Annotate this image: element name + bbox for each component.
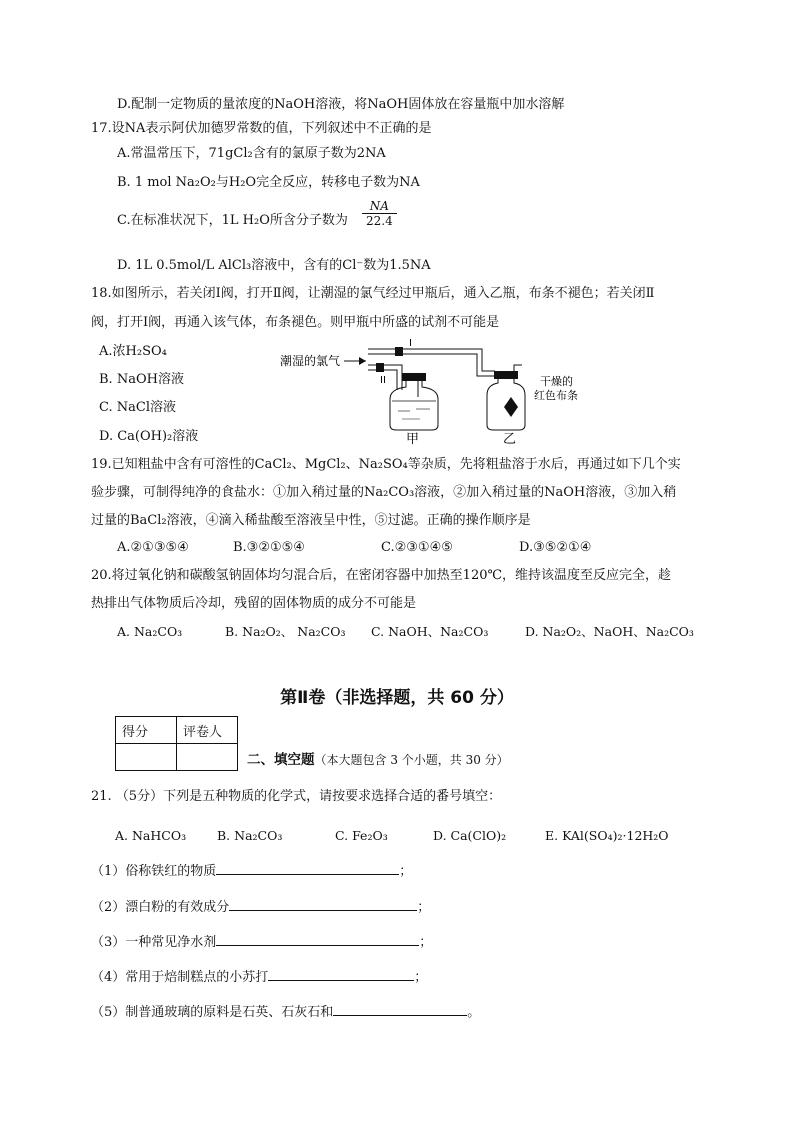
q21-option-b: B. Na₂CO₃	[217, 828, 283, 843]
semicolon: ；	[414, 970, 428, 985]
q19-stem-line1: 19.已知粗盐中含有可溶性的CaCl₂、MgCl₂、Na₂SO₄等杂质，先将粗盐溶于水后，再通过如下几个实	[91, 457, 681, 472]
q17-option-b: B. 1 mol Na₂O₂与H₂O完全反应，转移电子数为NA	[117, 175, 420, 190]
valve-2-label: II	[380, 375, 386, 386]
q21-option-c: C. Fe₂O₃	[335, 828, 388, 843]
q21-blank-1-row	[91, 860, 412, 882]
q18-option-d: D. Ca(OH)₂溶液	[99, 429, 199, 444]
answer-blank-3[interactable]	[216, 931, 419, 946]
part-2-title: 第Ⅱ卷（非选择题，共 60 分）	[280, 688, 514, 708]
q19-option-b: B.③②①⑤④	[233, 540, 305, 555]
q21-blank-2-prompt: （2）漂白粉的有效成分	[91, 900, 230, 915]
semicolon: ；	[417, 900, 431, 915]
q21-blank-5-row	[91, 1001, 480, 1023]
score-table	[115, 716, 238, 771]
q21-blank-2-row	[91, 896, 430, 918]
bottle-2-outlet	[514, 365, 522, 371]
q17-fraction	[362, 199, 397, 228]
q18-stem-line2: 阀，打开Ⅰ阀，再通入该气体，布条褪色。则甲瓶中所盛的试剂不可能是	[91, 315, 500, 330]
upper-tube	[368, 349, 495, 371]
q19-stem-line2: 验步骤，可制得纯净的食盐水：①加入稍过量的Na₂CO₃溶液，②加入稍过量的NaOH溶液，③加入稍	[91, 485, 677, 500]
q18-option-a: A.浓H₂SO₄	[99, 344, 167, 359]
dry-cloth-label-1: 干燥的	[540, 375, 573, 388]
apparatus-diagram	[270, 335, 600, 445]
q19-stem-line3: 过量的BaCl₂溶液，④滴入稀盐酸至溶液呈中性，⑤过滤。正确的操作顺序是	[91, 513, 531, 528]
q17-option-c: C.在标准状况下，1L H₂O所含分子数为	[117, 213, 348, 228]
grader-label: 评卷人	[177, 717, 238, 744]
q21-option-a: A. NaHCO₃	[115, 828, 187, 843]
answer-blank-1[interactable]	[216, 860, 399, 875]
q21-blank-5-prompt: （5）制普通玻璃的原料是石英、石灰石和	[91, 1005, 334, 1020]
q17-option-d: D. 1L 0.5mol/L AlCl₃溶液中，含有的Cl⁻数为1.5NA	[117, 258, 431, 273]
section-note: （本大题包含 3 个小题，共 30 分）	[314, 753, 509, 767]
q21-blank-3-prompt: （3）一种常见净水剂	[91, 935, 217, 950]
valve-1-icon	[395, 347, 403, 356]
answer-blank-2[interactable]	[229, 896, 417, 911]
q16-option-d: D.配制一定物质的量浓度的NaOH溶液，将NaOH固体放在容量瓶中加水溶解	[117, 97, 565, 112]
section-heading	[247, 748, 509, 768]
semicolon: ；	[399, 864, 413, 879]
q20-option-c: C. NaOH、Na₂CO₃	[371, 624, 489, 639]
q20-stem-line1: 20.将过氧化钠和碳酸氢钠固体均匀混合后，在密闭容器中加热至120℃，维持该温度至反应完全，趁	[91, 568, 672, 583]
valve-1-label: I	[409, 338, 412, 349]
moist-chlorine-label: 潮湿的氯气	[280, 354, 341, 368]
q19-option-a: A.②①③⑤④	[117, 540, 189, 555]
q19-option-c: C.②③①④⑤	[381, 540, 453, 555]
bottle-2-label: 乙	[503, 432, 517, 445]
q17-option-a: A.常温常压下，71gCl₂含有的氯原子数为2NA	[117, 146, 386, 161]
q17-stem: 17.设NA表示阿伏加德罗常数的值，下列叙述中不正确的是	[91, 121, 432, 136]
fraction-numerator: NA	[362, 199, 397, 214]
red-cloth-strip-icon	[504, 397, 518, 417]
fraction-denominator: 22.4	[366, 214, 393, 228]
q21-option-e: E. KAl(SO₄)₂·12H₂O	[545, 828, 669, 843]
q20-option-b: B. Na₂O₂、 Na₂CO₃	[225, 624, 346, 639]
q20-option-d: D. Na₂O₂、NaOH、Na₂CO₃	[525, 624, 694, 639]
q21-blank-1-prompt: （1）俗称铁红的物质	[91, 864, 217, 879]
answer-blank-5[interactable]	[333, 1001, 467, 1016]
section-title: 二、填空题	[247, 752, 315, 768]
dry-cloth-label-2: 红色布条	[534, 389, 578, 402]
valve-2-icon	[376, 363, 384, 372]
q18-option-b: B. NaOH溶液	[99, 372, 184, 387]
score-cell	[116, 744, 177, 771]
semicolon: ；	[419, 935, 433, 950]
q19-option-d: D.③⑤②①④	[519, 540, 592, 555]
q21-blank-4-prompt: （4）常用于焙制糕点的小苏打	[91, 970, 269, 985]
q20-option-a: A. Na₂CO₃	[117, 624, 183, 639]
score-label: 得分	[116, 717, 177, 744]
period: 。	[467, 1005, 481, 1020]
grader-cell	[177, 744, 238, 771]
q18-stem-line1: 18.如图所示，若关闭Ⅰ阀，打开Ⅱ阀，让潮湿的氯气经过甲瓶后，通入乙瓶，布条不褪色；若关闭Ⅱ	[91, 286, 655, 301]
q20-stem-line2: 热排出气体物质后冷却，残留的固体物质的成分不可能是	[91, 596, 417, 611]
bottle-2-stopper	[494, 371, 518, 379]
bottle-1-stopper	[402, 373, 426, 381]
q18-option-c: C. NaCl溶液	[99, 400, 176, 415]
q21-option-d: D. Ca(ClO)₂	[433, 828, 507, 843]
bottle-1-label: 甲	[406, 432, 420, 445]
arrow-head-icon	[359, 357, 366, 365]
q21-blank-4-row	[91, 966, 427, 988]
answer-blank-4[interactable]	[268, 966, 414, 981]
q21-blank-3-row	[91, 931, 432, 953]
q21-stem: 21. （5分）下列是五种物质的化学式，请按要求选择合适的番号填空：	[91, 789, 502, 804]
